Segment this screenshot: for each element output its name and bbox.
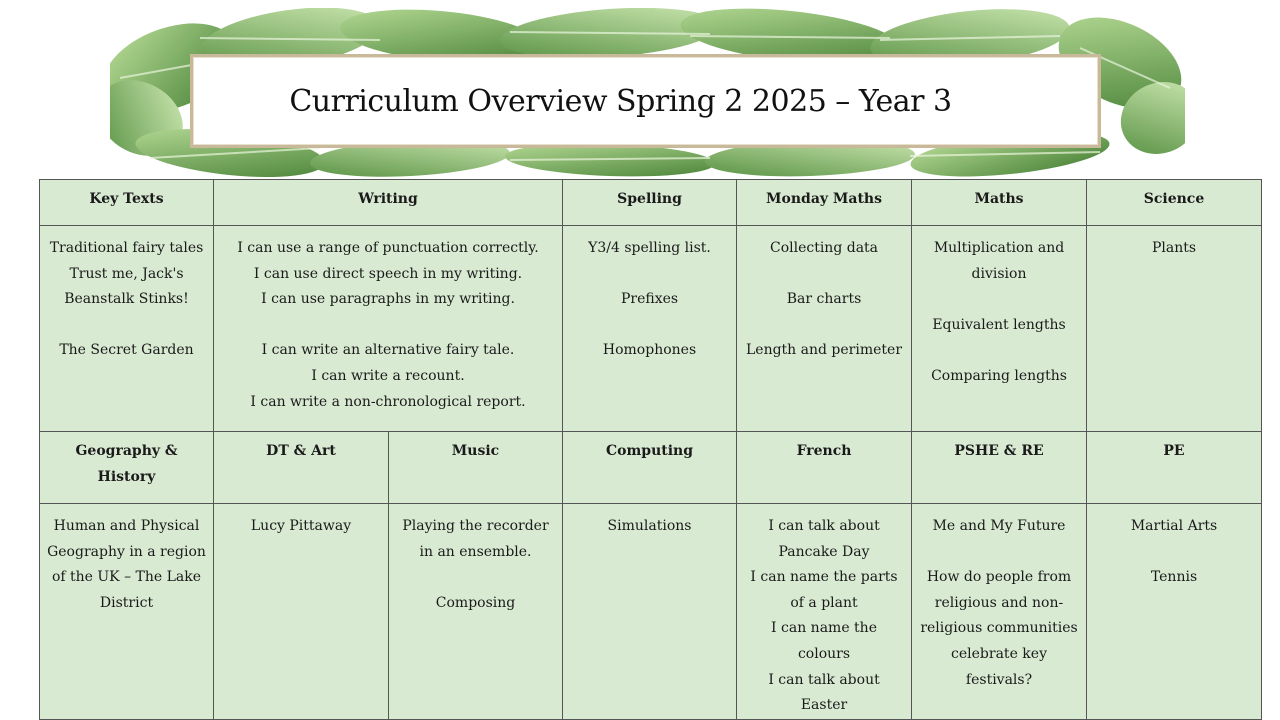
header-geography-history: Geography & History	[40, 432, 214, 504]
text-line: I can write an alternative fairy tale.	[261, 342, 515, 359]
text-line: Length and perimeter	[746, 342, 903, 359]
content-row-2	[40, 504, 1262, 720]
spacer	[46, 313, 207, 339]
spacer	[220, 313, 556, 339]
cell-spelling	[563, 226, 737, 432]
curriculum-table	[39, 179, 1262, 720]
cell-writing	[214, 226, 563, 432]
spacer	[569, 313, 730, 339]
text-line: How do people from religious and non-religious communities celebrate key festivals?	[920, 569, 1078, 688]
text-line: I can talk about Pancake Day	[768, 518, 880, 560]
spacer	[743, 262, 905, 288]
text-line: I can write a non-chronological report.	[250, 393, 526, 410]
text-line: I can name the parts of a plant	[750, 569, 898, 611]
header-pshe-re: PSHE & RE	[912, 432, 1087, 504]
text-line: Trust me, Jack's Beanstalk Stinks!	[64, 265, 189, 308]
spacer	[569, 262, 730, 288]
text-line: Simulations	[607, 518, 692, 534]
header-science: Science	[1087, 180, 1262, 226]
text-line: Me and My Future	[932, 518, 1066, 534]
text-line: I can use direct speech in my writing.	[253, 265, 523, 282]
text-line: Prefixes	[620, 291, 679, 308]
header-french: French	[737, 432, 912, 504]
header-pe: PE	[1087, 432, 1262, 504]
text-line: Lucy Pittaway	[250, 518, 352, 534]
text-line: Playing the recorder in an ensemble.	[402, 518, 549, 560]
text-line: Traditional fairy tales	[49, 240, 204, 256]
text-line: Plants	[1151, 240, 1197, 256]
text-line: I can name the colours	[771, 620, 877, 662]
text-line: I can write a recount.	[311, 367, 465, 384]
title-banner	[110, 8, 1185, 178]
spacer	[918, 540, 1080, 566]
cell-computing	[563, 504, 737, 720]
text-line: Bar charts	[786, 291, 862, 308]
cell-monday-maths	[737, 226, 912, 432]
text-line: I can use paragraphs in my writing.	[261, 291, 515, 308]
header-row-2	[40, 432, 1262, 504]
text-line: Martial Arts	[1130, 518, 1218, 534]
text-line: I can talk about Easter	[768, 671, 880, 714]
content-row-1	[40, 226, 1262, 432]
header-maths: Maths	[912, 180, 1087, 226]
text-line: Multiplication and division	[933, 240, 1065, 282]
cell-key-texts	[40, 226, 214, 432]
cell-music	[389, 504, 563, 720]
text-line: Human and Physical Geography in a region of the UK – The Lake District	[47, 518, 206, 611]
title-box	[190, 54, 1101, 148]
header-row-1	[40, 180, 1262, 226]
text-line: Y3/4 spelling list.	[588, 240, 711, 256]
spacer	[395, 565, 556, 591]
spacer	[918, 338, 1080, 364]
text-line: Equivalent lengths	[932, 316, 1066, 333]
header-computing: Computing	[563, 432, 737, 504]
header-writing: Writing	[214, 180, 563, 226]
header-key-texts: Key Texts	[40, 180, 214, 226]
text-line: Comparing lengths	[931, 367, 1067, 384]
text-line: Tennis	[1150, 569, 1198, 586]
text-line: Homophones	[602, 342, 697, 359]
text-line: Composing	[435, 594, 516, 611]
header-monday-maths: Monday Maths	[737, 180, 912, 226]
cell-science	[1087, 226, 1262, 432]
header-music: Music	[389, 432, 563, 504]
header-spelling: Spelling	[563, 180, 737, 226]
cell-pshe-re	[912, 504, 1087, 720]
cell-geography-history	[40, 504, 214, 720]
text-line: Collecting data	[769, 240, 879, 256]
header-dt-art: DT & Art	[214, 432, 389, 504]
text-line: I can use a range of punctuation correctly.	[237, 240, 539, 256]
text-line: The Secret Garden	[59, 342, 194, 359]
spacer	[918, 287, 1080, 313]
cell-pe	[1087, 504, 1262, 720]
cell-dt-art	[214, 504, 389, 720]
spacer	[743, 313, 905, 339]
page-title: Curriculum Overview Spring 2 2025 – Year 3	[289, 83, 952, 119]
cell-french	[737, 504, 912, 720]
cell-maths	[912, 226, 1087, 432]
spacer	[1093, 540, 1255, 566]
